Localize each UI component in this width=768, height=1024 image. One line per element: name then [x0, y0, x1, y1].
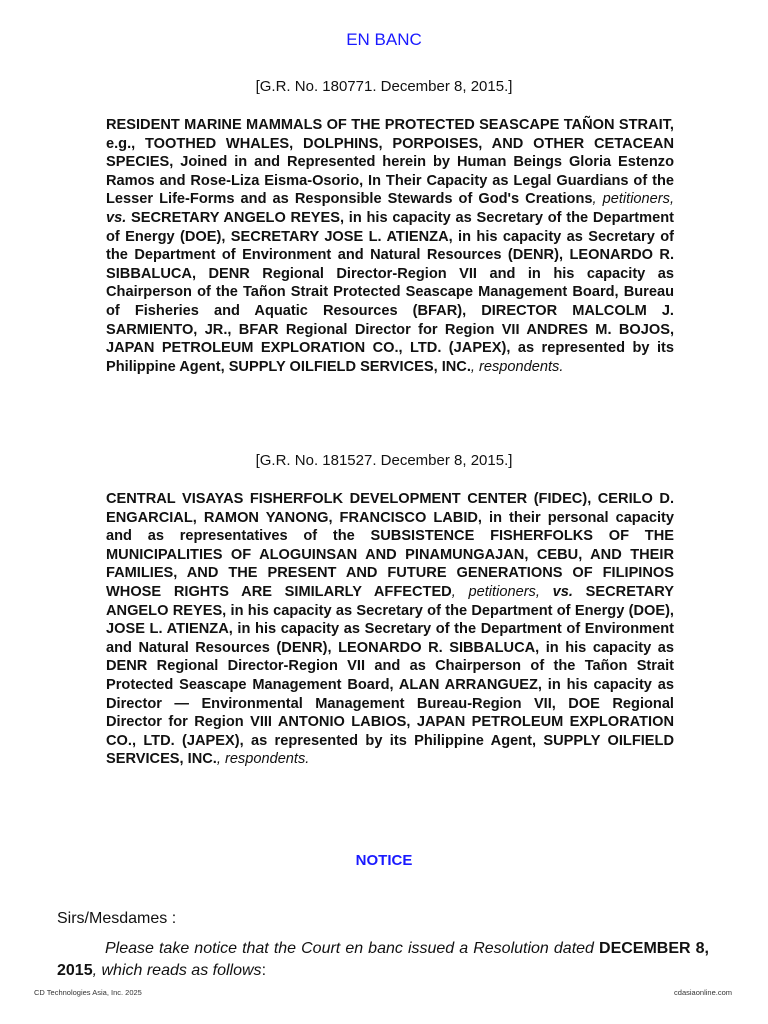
notice-tail-text: , which reads as follows — [92, 962, 262, 979]
case2-respondents: SECRETARY ANGELO REYES, in his capacity as Secretary of the Department of Energy (DOE), JOSE L. ATIENZA, in his capacity as Secretary of the Department of Environment and Natural Resources (DENR), LEONARDO R. SIBBALUCA, in his capacity as DENR Regional Director-Region VII and as Chairperson of the Tañon Strait Protected Seascape Management Board, ALAN ARRANGUEZ, in his capacity as Director — Environmental Management Bureau-Region VII, DOE Regional Director for Region VIII ANTONIO LABIOS, JAPAN PETROLEUM EXPLORATION CO., LTD. (JAPEX), as represented by its Philippine Agent, SUPPLY OILFIELD SERVICES, INC. — [106, 583, 675, 768]
case2-comma-2: , — [535, 583, 553, 600]
case2-end: . — [305, 751, 310, 768]
case2-comma-3: , — [216, 751, 225, 768]
salutation: Sirs/Mesdames : — [57, 910, 177, 927]
notice-italic-text: Please take notice that the Court en banc issued a Resolution dated — [105, 940, 600, 957]
case1-comma-1: , — [592, 191, 603, 208]
case1-petitioners-label: petitioners — [602, 191, 670, 208]
notice-colon: : — [261, 962, 267, 979]
case1-end: . — [559, 358, 564, 375]
case-number-2: [G.R. No. 181527. December 8, 2015.] — [255, 452, 513, 469]
division-heading: EN BANC — [346, 30, 422, 49]
case1-petitioners: RESIDENT MARINE MAMMALS OF THE PROTECTED SEASCAPE TAÑON STRAIT, e.g., TOOTHED WHALES, DOLPHINS, PORPOISES, AND OTHER CETACEAN SPECIES, Joined in and Represented herein by Human Beings Gloria Estenzo Ramos and Rose-Liza Eisma-Osorio, In Their Capacity as Legal Guardians of the Lesser Life-Forms and as Responsible Stewards of God's Creations — [106, 117, 674, 208]
footer-copyright: CD Technologies Asia, Inc. 2025 — [34, 988, 142, 997]
resolution-date: DECEMBER 8, 2015 — [57, 940, 709, 979]
case1-comma-2: , — [669, 191, 675, 208]
notice-paragraph — [57, 938, 709, 982]
case1-comma-3: , — [470, 358, 480, 375]
case1-respondents-label: respondents — [479, 358, 560, 375]
case-number-1: [G.R. No. 180771. December 8, 2015.] — [255, 78, 513, 95]
case2-comma-1: , — [451, 583, 469, 600]
case2-versus: vs. — [552, 583, 573, 600]
case1-versus: vs. — [106, 209, 127, 226]
case2-petitioners-label: petitioners — [468, 583, 536, 600]
notice-heading: NOTICE — [355, 852, 413, 869]
case1-respondents: SECRETARY ANGELO REYES, in his capacity as Secretary of the Department of Energy (DOE), SECRETARY JOSE L. ATIENZA, in his capacity as Secretary of the Department of Environment and Natural Resources (DENR), LEONARDO R. SIBBALUCA, DENR Regional Director-Region VII and in his capacity as Chairperson of the Tañon Strait Protected Seascape Management Board, Bureau of Fisheries and Aquatic Resources (BFAR), DIRECTOR MALCOLM J. SARMIENTO, JR., BFAR Regional Director for Region VII ANDRES M. BOJOS, JAPAN PETROLEUM EXPLORATION CO., LTD. (JAPEX), as represented by its Philippine Agent, SUPPLY OILFIELD SERVICES, INC. — [106, 209, 674, 375]
case2-respondents-label: respondents — [224, 751, 306, 768]
case2-petitioners: CENTRAL VISAYAS FISHERFOLK DEVELOPMENT CENTER (FIDEC), CERILO D. ENGARCIAL, RAMON YANONG, FRANCISCO LABID, in their personal capacity and as representatives of the SUBSISTENCE FISHERFOLKS OF THE MUNICIPALITIES OF ALOGUINSAN AND PINAMUNGAJAN, CEBU, AND THEIR FAMILIES, AND THE PRESENT AND FUTURE GENERATIONS OF FILIPINOS WHOSE RIGHTS ARE SIMILARLY AFFECTED — [106, 491, 674, 600]
footer-site: cdasiaonline.com — [674, 988, 732, 997]
case-caption-1 — [106, 116, 674, 376]
case-caption-2 — [106, 490, 674, 769]
